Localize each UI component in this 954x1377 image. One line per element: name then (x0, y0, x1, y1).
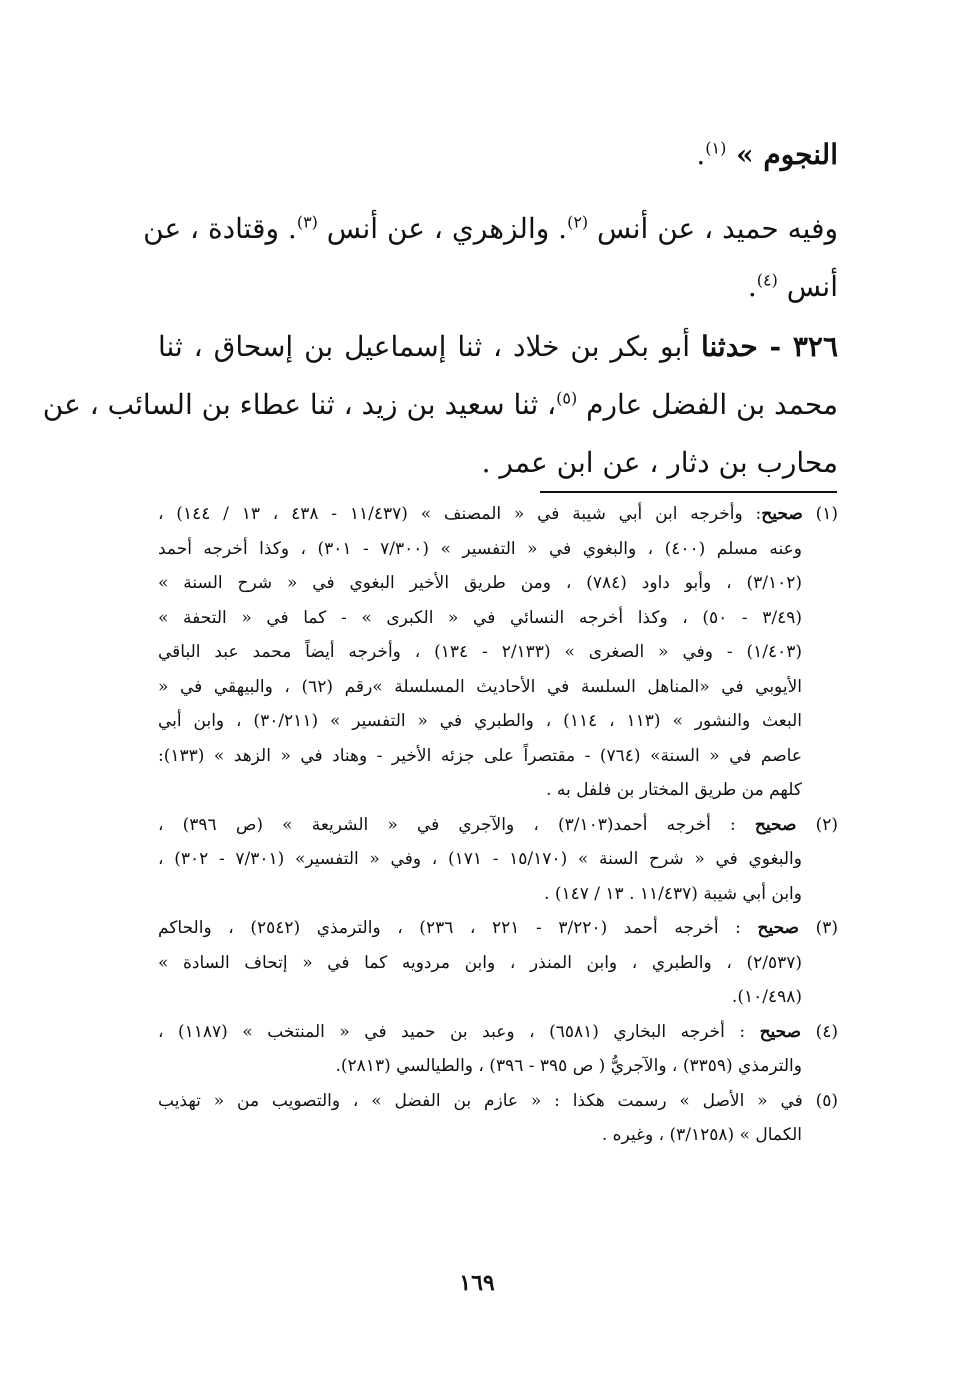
footnote-3-text-1: : أخرجه أحمد (٣/٢٢٠ - ٢٢١ ، ٢٣٦) ، والترمذي (٢٥٤٢) ، والحاكم (158, 918, 758, 938)
main-line-3 (158, 258, 838, 316)
footnote-ref-2: (٢) (567, 212, 589, 232)
footnote-ref-4: (٤) (756, 270, 778, 290)
footnote-3-line-2: (٢/٥٣٧) ، والطبري ، وابن المنذر ، وابن مردويه كما في « إتحاف السادة » (158, 952, 802, 973)
footnote-1-text-1: : وأخرجه ابن أبي شيبة في « المصنف » (١١/٤٣٧ - ٤٣٨ ، ١٣ / ١٤٤) ، (158, 504, 762, 524)
hadith-line-1 (158, 318, 838, 376)
footnote-1-line-6: الأيوبي في «المناهل السلسة في الأحاديث المسلسلة »رقم (٦٢) ، والبيهقي في « (158, 676, 802, 697)
footnote-4-number: (٤) (801, 1021, 838, 1042)
footnote-4-line-1 (158, 1015, 838, 1050)
footnote-ref-5: (٥) (556, 388, 578, 408)
footnote-3-line-3: (١٠/٤٩٨). (731, 987, 802, 1007)
footnote-3-line-1 (158, 911, 838, 946)
para2-text-e: . (747, 270, 757, 303)
footnote-2-line-3: وابن أبي شيبة (١١/٤٣٧ . ١٣ / ١٤٧) . (544, 883, 802, 904)
footnote-4-line-2: والترمذي (٣٣٥٩) ، والآجريُّ ( ص ٣٩٥ - ٣٩٦) ، والطيالسي (٢٨١٣). (335, 1056, 802, 1076)
footnote-2-text-1: : أخرجه أحمد(٣/١٠٣) ، والآجري في « الشريعة » (ص ٣٩٦) ، (158, 814, 755, 835)
footnote-1-grade: صحيح (761, 504, 803, 524)
hadith-text-2a: محمد بن الفضل عارم (577, 388, 838, 421)
footnote-1-line-4: (٣/٤٩ - ٥٠) ، وكذا أخرجه النسائي في « الكبرى » - كما في « التحفة » (158, 607, 802, 628)
footnote-2-number: (٢) (796, 814, 838, 835)
main-text-top (158, 126, 838, 184)
footnote-1-line-5: (١/٤٠٣) - وفي « الصغرى » (٢/١٣٣ - ١٣٤) ، وأخرجه أيضاً محمد عبد الباقي (158, 642, 802, 662)
footnote-3-number: (٣) (799, 918, 838, 938)
main-line-1-tail: . (696, 138, 706, 171)
footnote-2-line-1 (158, 808, 838, 843)
para2-text-a: وفيه حميد ، عن أنس (588, 212, 838, 245)
hadith-line-2 (42, 376, 838, 434)
hadith-326 (42, 318, 838, 492)
footnote-2-grade: صحيح (754, 814, 797, 835)
main-line-1-text: النجوم » (726, 138, 838, 171)
footnote-ref-1: (١) (705, 138, 727, 158)
para2-text-c: . وقتادة ، عن (143, 212, 297, 245)
footnote-separator (540, 491, 837, 493)
main-line-2 (143, 200, 838, 258)
footnote-2-line-2: والبغوي في « شرح السنة » (١٥/١٧٠ - ١٧١) ، وفي « التفسير» (٧/٣٠١ - ٣٠٢) ، (158, 849, 802, 869)
hadith-line-3 (158, 434, 838, 492)
hadith-text-3: محارب بن دثار ، عن ابن عمر . (481, 446, 838, 479)
footnote-1-line-9: كلهم من طريق المختار بن فلفل به . (546, 780, 802, 800)
footnote-1-line-7: البعث والنشور » (١١٣ ، ١١٤) ، والطبري في « التفسير » (٣٠/٢١١) ، وابن أبي (158, 711, 802, 731)
footnote-1-line-2: وعنه مسلم (٤٠٠) ، والبغوي في « التفسير » (٧/٣٠٠ - ٣٠١) ، وكذا أخرجه أحمد (158, 538, 803, 559)
footnote-ref-3: (٣) (296, 212, 318, 232)
footnote-1-number: (١) (802, 504, 839, 524)
footnote-1-line-8: عاصم في « السنة» (٧٦٤) - مقتصراً على جزئه الأخير - وهناد في « الزهد » (١٣٣): (158, 745, 802, 766)
para2-text-b: . والزهري ، عن أنس (317, 212, 568, 245)
footnote-5-line-1: (٥) في « الأصل » رسمت هكذا : « عازم بن الفضل » ، والتصويب من « تهذيب (158, 1090, 838, 1111)
para2-text-d: أنس (777, 270, 838, 303)
hadith-text-1: أبو بكر بن خلاد ، ثنا إسماعيل بن إسحاق ، ثنا (158, 330, 701, 363)
page-number: ١٦٩ (459, 1270, 495, 1296)
footnote-1-line-3: (٣/١٠٢) ، وأبو داود (٧٨٤) ، ومن طريق الأخير البغوي في « شرح السنة » (158, 573, 803, 593)
footnote-1-line-1 (158, 497, 838, 532)
footnotes (158, 497, 838, 1153)
footnote-3-grade: صحيح (757, 918, 799, 938)
hadith-text-2b: ، ثنا سعيد بن زيد ، ثنا عطاء بن السائب ، عن (42, 388, 557, 421)
footnote-4-text-1: : أخرجه البخاري (٦٥٨١) ، وعبد بن حميد في « المنتخب » (١١٨٧) ، (158, 1021, 760, 1042)
footnote-5-line-2: الكمال » (٣/١٢٥٨) ، وغيره . (601, 1125, 802, 1145)
hadith-number: ٣٢٦ - حدثنا (700, 330, 838, 363)
main-paragraph-2 (143, 200, 838, 316)
footnote-4-grade: صحيح (759, 1021, 802, 1042)
main-line-1 (158, 126, 838, 184)
